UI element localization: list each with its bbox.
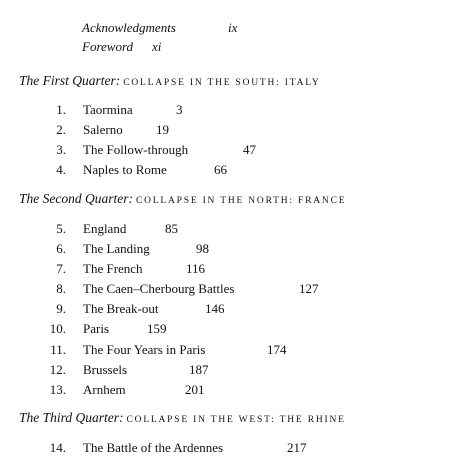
toc-entry <box>47 362 407 378</box>
part-quarter: The First Quarter: <box>19 73 121 88</box>
chapter-number: 6. <box>56 241 66 256</box>
chapter-number: 8. <box>56 281 66 296</box>
toc-entry <box>47 382 407 398</box>
chapter-page: 98 <box>196 241 209 256</box>
chapter-number: 13. <box>49 382 66 397</box>
chapter-title: Arnhem <box>83 382 126 397</box>
front-matter-title: Foreword <box>82 39 134 54</box>
chapter-page: 19 <box>156 122 169 137</box>
front-matter-title: Acknowledgments <box>82 20 176 35</box>
chapter-page: 47 <box>243 142 256 157</box>
chapter-number: 3. <box>56 142 66 157</box>
chapter-number: 1. <box>56 102 66 117</box>
toc-entry <box>47 221 407 237</box>
part-quarter: The Second Quarter: <box>19 191 133 206</box>
chapter-page: 146 <box>205 301 225 316</box>
chapter-title: Naples to Rome <box>83 162 167 177</box>
chapter-title: Taormina <box>83 102 133 117</box>
chapter-page: 85 <box>165 221 178 236</box>
toc-entry <box>47 301 407 317</box>
toc-entry <box>47 142 407 158</box>
chapter-title: The Battle of the Ardennes <box>83 440 224 455</box>
toc-entry <box>47 342 407 358</box>
part-subtitle: COLLAPSE IN THE NORTH: FRANCE <box>135 196 347 206</box>
part-heading-second <box>19 191 346 207</box>
chapter-page: 217 <box>287 440 307 455</box>
chapter-title: The Landing <box>83 241 150 256</box>
toc-entry <box>47 102 407 118</box>
chapter-number: 7. <box>56 261 66 276</box>
chapter-title: The Follow-through <box>83 142 189 157</box>
toc-entry <box>47 321 407 337</box>
chapter-title: The Four Years in Paris <box>83 342 206 357</box>
chapter-number: 12. <box>49 362 66 377</box>
chapter-page: 187 <box>189 362 209 377</box>
toc-entry <box>47 261 407 277</box>
chapter-number: 9. <box>56 301 66 316</box>
toc-entry <box>47 162 407 178</box>
chapter-title: Paris <box>83 321 109 336</box>
chapter-title: Brussels <box>83 362 128 377</box>
front-matter-acknowledgments <box>82 20 238 36</box>
toc-entry <box>47 122 407 138</box>
chapter-title: Salerno <box>83 122 123 137</box>
toc-entry <box>47 241 407 257</box>
part-quarter: The Third Quarter: <box>19 410 124 425</box>
chapter-page: 127 <box>299 281 319 296</box>
chapter-page: 159 <box>147 321 167 336</box>
chapter-title: The Break-out <box>83 301 159 316</box>
chapter-number: 10. <box>49 321 66 336</box>
front-matter-page: xi <box>152 39 162 54</box>
front-matter-page: ix <box>228 20 238 35</box>
chapter-title: The Caen–Cherbourg Battles <box>83 281 235 296</box>
part-heading-third <box>19 410 346 426</box>
chapter-number: 14. <box>49 440 66 455</box>
chapter-page: 3 <box>176 102 183 117</box>
chapter-number: 4. <box>56 162 66 177</box>
part-subtitle: COLLAPSE IN THE SOUTH: ITALY <box>123 78 321 88</box>
chapter-page: 201 <box>185 382 205 397</box>
toc-entry <box>47 440 407 456</box>
part-heading-first <box>19 73 321 89</box>
chapter-title: The French <box>83 261 143 276</box>
chapter-page: 174 <box>267 342 287 357</box>
toc-entry <box>47 281 407 297</box>
part-subtitle: COLLAPSE IN THE WEST: THE RHINE <box>126 415 346 425</box>
chapter-number: 5. <box>56 221 66 236</box>
chapter-page: 116 <box>186 261 206 276</box>
chapter-number: 2. <box>56 122 66 137</box>
chapter-title: England <box>83 221 127 236</box>
front-matter-foreword <box>82 39 162 55</box>
chapter-number: 11. <box>50 342 66 357</box>
chapter-page: 66 <box>214 162 227 177</box>
